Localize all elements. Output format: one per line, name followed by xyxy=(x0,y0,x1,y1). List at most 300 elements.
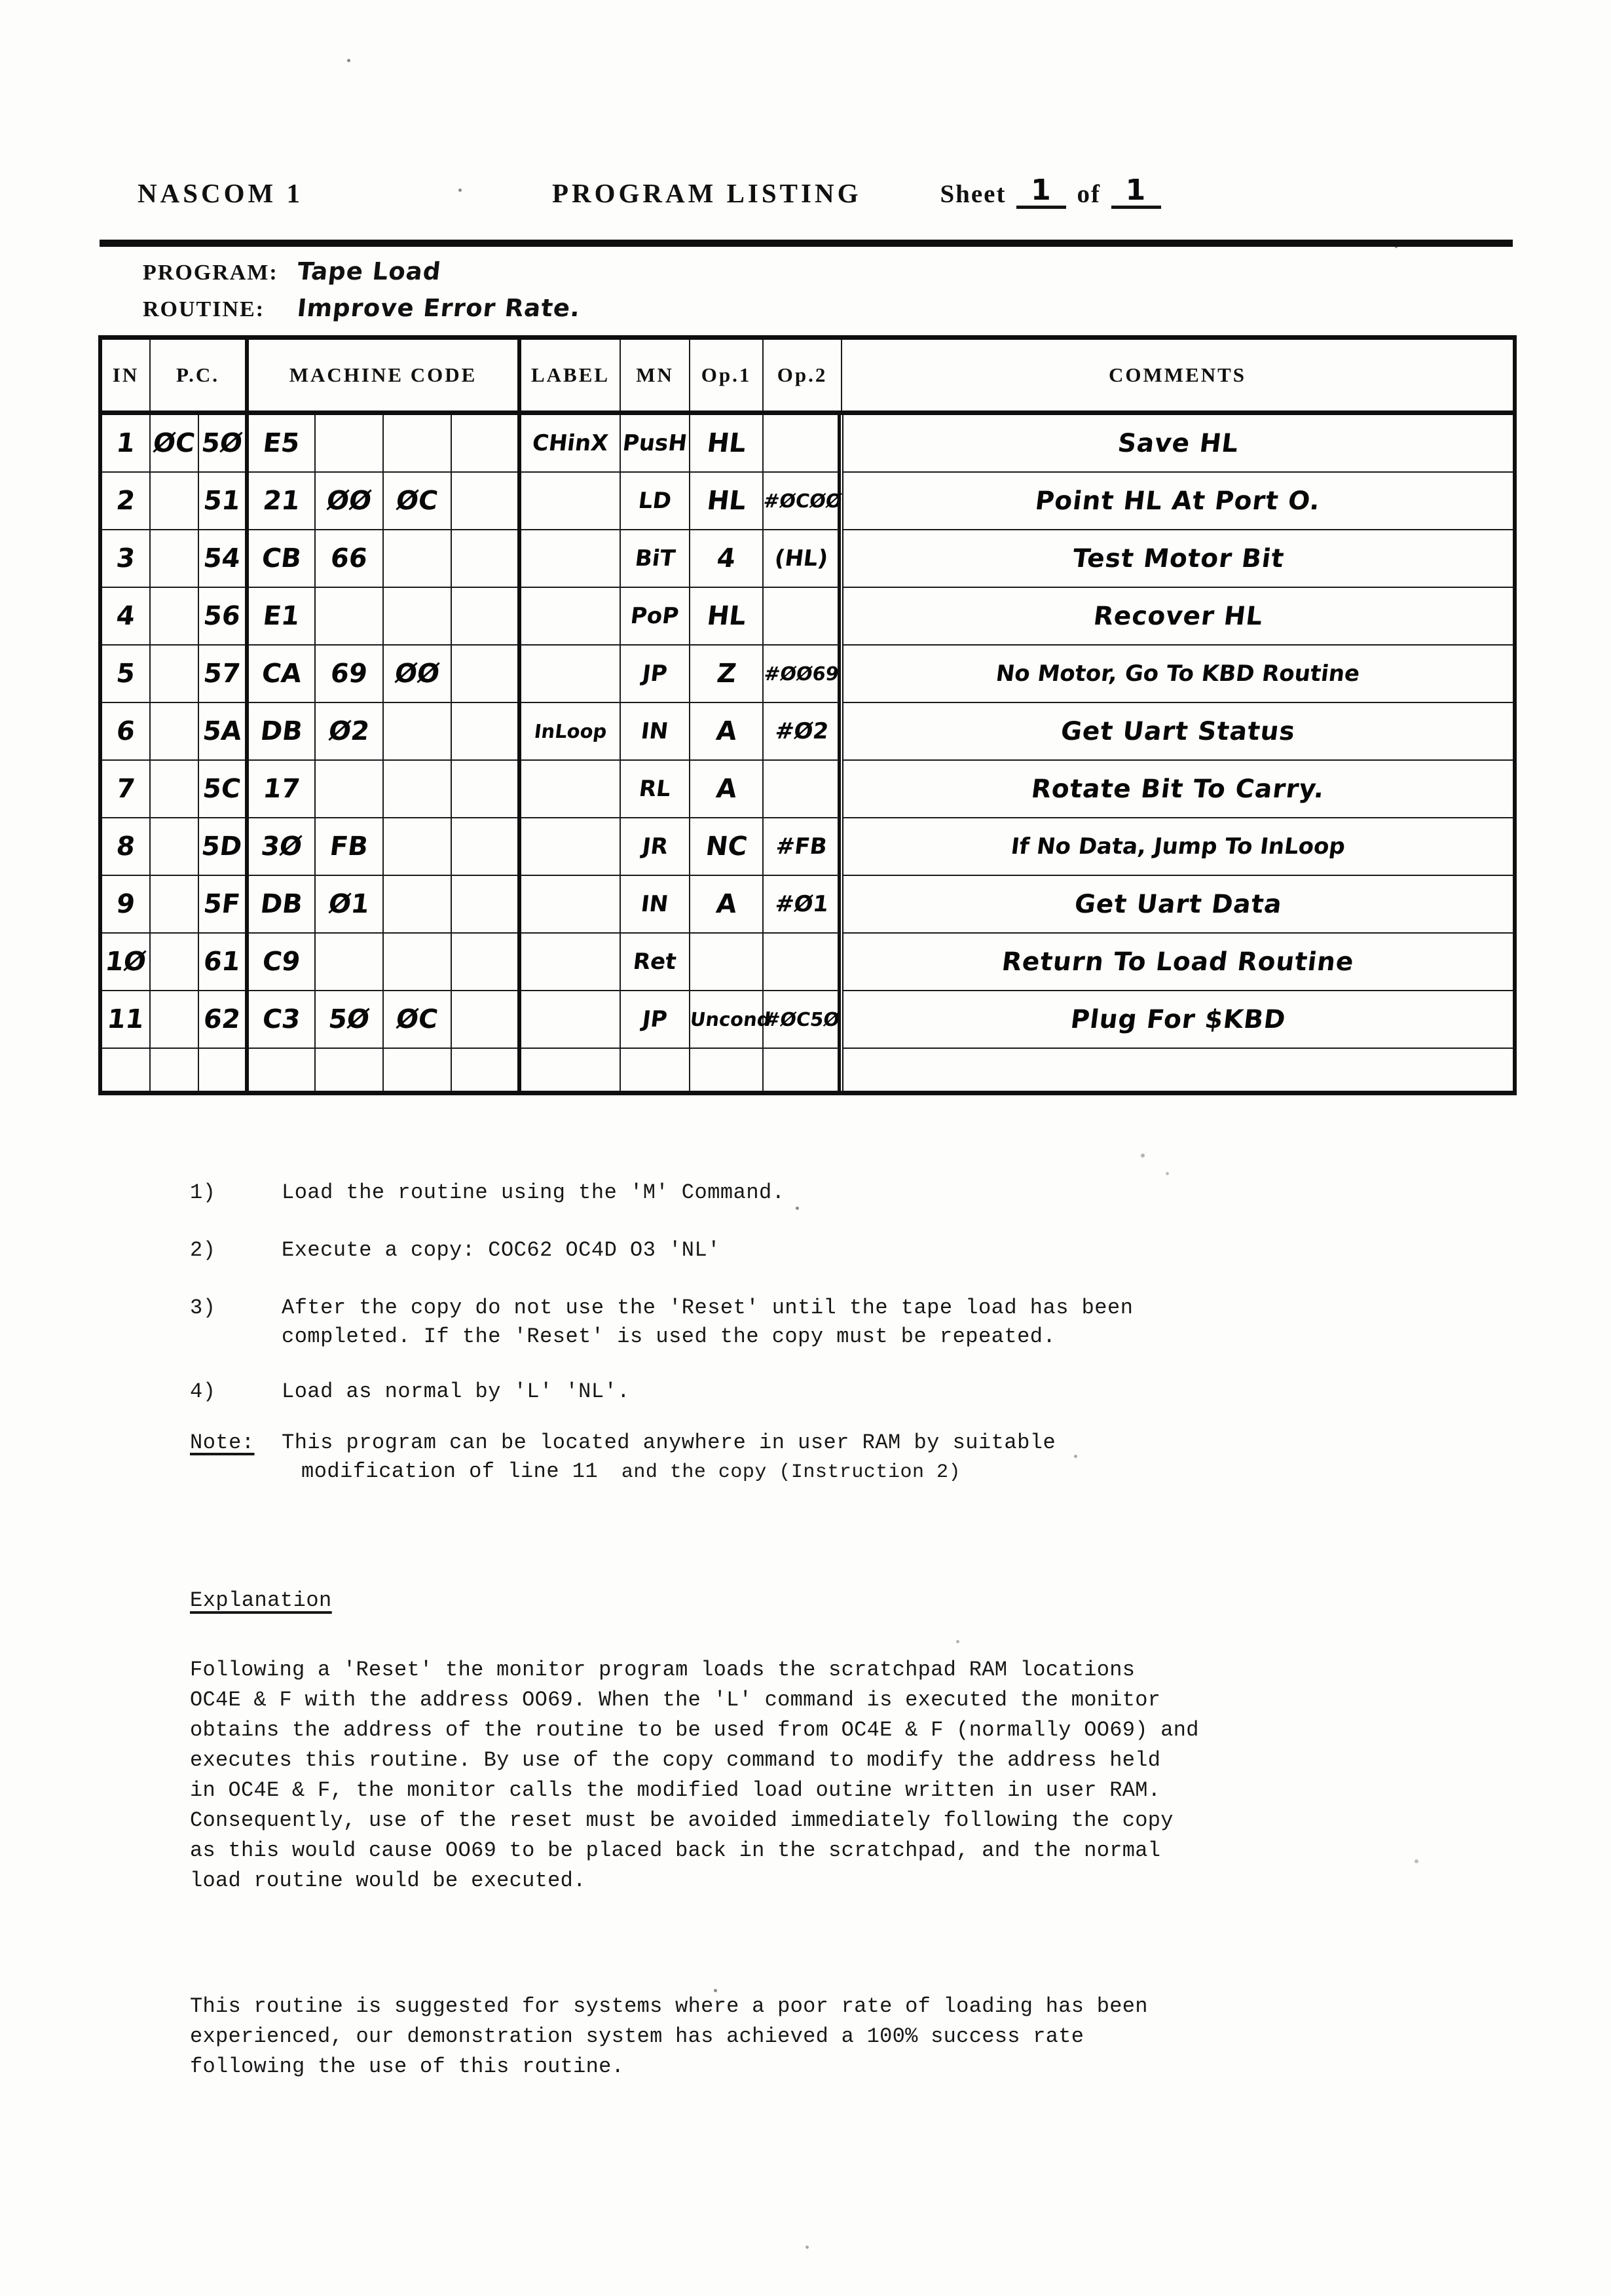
cell-mc3 xyxy=(383,818,451,875)
instruction-number: 2) xyxy=(190,1238,216,1262)
closing-line: following the use of this routine. xyxy=(190,2054,625,2079)
cell-op2 xyxy=(763,530,842,587)
cell-mc4 xyxy=(451,875,519,933)
value-op2: #ØC5Ø xyxy=(762,1008,841,1030)
value-in: 7 xyxy=(115,774,137,804)
cell-comment xyxy=(842,875,1515,933)
instruction-line: Load the routine using the 'M' Command. xyxy=(282,1180,785,1205)
cell-mn xyxy=(620,933,690,991)
cell-mc4 xyxy=(451,818,519,875)
cell-pc-hi xyxy=(150,1048,198,1093)
cell-mn xyxy=(620,472,690,530)
cell-label xyxy=(519,818,620,875)
cell-mc3 xyxy=(383,472,451,530)
value-pc-lo: 57 xyxy=(202,659,242,689)
cell-op2 xyxy=(763,472,842,530)
value-mc1: DB xyxy=(259,889,305,919)
value-mc1: E5 xyxy=(261,428,302,458)
sheet-number-field[interactable]: 1 xyxy=(1016,177,1066,209)
instruction-number: 4) xyxy=(190,1379,216,1404)
value-pc-lo: 5Ø xyxy=(200,428,244,458)
scan-speck xyxy=(347,59,350,62)
note-label: Note: xyxy=(190,1430,255,1455)
cell-mc4 xyxy=(451,991,519,1048)
cell-pc-hi xyxy=(150,760,198,818)
value-mn: RL xyxy=(637,776,673,802)
table-header-row xyxy=(100,338,1515,413)
scan-speck xyxy=(1141,1154,1145,1157)
cell-mc2 xyxy=(315,875,383,933)
cell-mc2 xyxy=(315,760,383,818)
instruction-body xyxy=(282,1294,1421,1351)
cell-label xyxy=(519,933,620,991)
list-item xyxy=(190,1377,1421,1406)
cell-mc4 xyxy=(451,933,519,991)
cell-in xyxy=(100,818,150,875)
cell-pc-lo xyxy=(198,587,247,645)
value-in: 3 xyxy=(115,543,137,574)
table-row[interactable] xyxy=(100,530,1515,587)
note-line: This program can be located anywhere in user RAM by suitable xyxy=(282,1430,1056,1455)
cell-in xyxy=(100,760,150,818)
list-item xyxy=(190,1178,1421,1207)
value-mc2: Ø2 xyxy=(327,716,371,746)
cell-op2 xyxy=(763,645,842,702)
cell-in xyxy=(100,1048,150,1093)
table-row[interactable] xyxy=(100,933,1515,991)
cell-label xyxy=(519,760,620,818)
value-mn: JP xyxy=(640,661,669,687)
column-header-comments: COMMENTS xyxy=(842,338,1515,413)
cell-label xyxy=(519,587,620,645)
cell-mn xyxy=(620,413,690,473)
cell-mc3 xyxy=(383,991,451,1048)
cell-op1 xyxy=(690,875,763,933)
value-pc-lo: 5A xyxy=(200,716,244,746)
cell-op1 xyxy=(690,818,763,875)
cell-mc1 xyxy=(247,933,315,991)
value-comment: Rotate Bit To Carry. xyxy=(1029,774,1327,804)
program-value[interactable]: Tape Load xyxy=(295,257,443,285)
value-comment: Plug For $KBD xyxy=(1069,1004,1287,1034)
closing-paragraph xyxy=(190,1992,1421,2082)
cell-op2 xyxy=(763,1048,842,1093)
cell-in xyxy=(100,472,150,530)
instruction-body xyxy=(282,1377,1421,1406)
cell-pc-hi xyxy=(150,530,198,587)
cell-op2 xyxy=(763,702,842,760)
value-mn: IN xyxy=(640,891,671,917)
explanation-heading: Explanation xyxy=(190,1588,332,1613)
cell-mc2 xyxy=(315,1048,383,1093)
cell-comment xyxy=(842,530,1515,587)
scan-speck xyxy=(806,2246,809,2249)
cell-label xyxy=(519,702,620,760)
sheet-label: Sheet xyxy=(940,179,1007,208)
value-op1: NC xyxy=(703,831,749,862)
cell-comment xyxy=(842,760,1515,818)
cell-mc1 xyxy=(247,1048,315,1093)
cell-op1 xyxy=(690,645,763,702)
cell-mc1 xyxy=(247,413,315,473)
cell-comment xyxy=(842,587,1515,645)
column-header-machine-code: MACHINE CODE xyxy=(247,338,519,413)
cell-mc4 xyxy=(451,702,519,760)
closing-line: This routine is suggested for systems where a poor rate of loading has been xyxy=(190,1994,1148,2018)
value-label: InLoop xyxy=(532,720,608,742)
value-comment: Test Motor Bit xyxy=(1070,543,1286,574)
cell-mn xyxy=(620,1048,690,1093)
cell-label xyxy=(519,645,620,702)
cell-op1 xyxy=(690,760,763,818)
cell-label xyxy=(519,530,620,587)
cell-op1 xyxy=(690,530,763,587)
value-in: 4 xyxy=(115,601,137,631)
cell-mc2 xyxy=(315,818,383,875)
cell-mc4 xyxy=(451,530,519,587)
value-comment: Recover HL xyxy=(1091,601,1265,631)
value-pc-lo: 62 xyxy=(202,1004,242,1034)
cell-mc3 xyxy=(383,587,451,645)
cell-mc1 xyxy=(247,530,315,587)
value-mn: LD xyxy=(637,488,673,514)
cell-op2 xyxy=(763,875,842,933)
instruction-number: 3) xyxy=(190,1296,216,1320)
note-block xyxy=(190,1429,1421,1487)
table-row[interactable] xyxy=(100,587,1515,645)
cell-mc2 xyxy=(315,530,383,587)
value-op1: HL xyxy=(705,601,748,631)
value-mc2: 66 xyxy=(329,543,369,574)
value-in: 5 xyxy=(115,659,137,689)
value-pc-lo: 5F xyxy=(202,889,242,919)
cell-op1 xyxy=(690,933,763,991)
value-mc1: C3 xyxy=(261,1004,303,1034)
cell-op2 xyxy=(763,587,842,645)
value-mn: BiT xyxy=(633,545,676,572)
value-mc2: ØØ xyxy=(325,486,373,516)
cell-mc3 xyxy=(383,413,451,473)
cell-mn xyxy=(620,875,690,933)
instructions-list xyxy=(190,1178,1421,1487)
cell-mc1 xyxy=(247,875,315,933)
instruction-line: Execute a copy: COC62 OC4D O3 'NL' xyxy=(282,1238,720,1262)
explanation-line: obtains the address of the routine to be used from OC4E & F (normally OO69) and xyxy=(190,1718,1199,1742)
value-op1: Uncond xyxy=(688,1008,772,1030)
cell-pc-hi xyxy=(150,645,198,702)
cell-op1 xyxy=(690,1048,763,1093)
cell-in xyxy=(100,413,150,473)
value-mn: JR xyxy=(640,833,669,860)
value-mn: IN xyxy=(640,718,671,744)
cell-op2 xyxy=(763,991,842,1048)
value-op2: #FB xyxy=(774,833,829,860)
cell-pc-lo xyxy=(198,991,247,1048)
cell-in xyxy=(100,702,150,760)
cell-pc-hi xyxy=(150,991,198,1048)
cell-op1 xyxy=(690,472,763,530)
value-op1: A xyxy=(714,889,739,919)
cell-op2 xyxy=(763,760,842,818)
cell-label xyxy=(519,1048,620,1093)
routine-row xyxy=(143,291,1387,327)
value-comment: No Motor, Go To KBD Routine xyxy=(994,661,1362,687)
column-header-in: IN xyxy=(100,338,150,413)
cell-mc1 xyxy=(247,645,315,702)
table-row-blank[interactable] xyxy=(100,1048,1515,1093)
cell-mc4 xyxy=(451,472,519,530)
cell-mc4 xyxy=(451,760,519,818)
cell-mc2 xyxy=(315,645,383,702)
cell-op1 xyxy=(690,587,763,645)
value-comment: Point HL At Port O. xyxy=(1033,486,1323,516)
cell-comment xyxy=(842,1048,1515,1093)
column-header-label: LABEL xyxy=(519,338,620,413)
cell-pc-lo xyxy=(198,933,247,991)
cell-mc2 xyxy=(315,472,383,530)
cell-mc1 xyxy=(247,472,315,530)
routine-label: ROUTINE: xyxy=(143,297,265,321)
value-comment: Save HL xyxy=(1116,428,1240,458)
value-mc3: ØC xyxy=(394,1004,440,1034)
value-pc-lo: 56 xyxy=(202,601,242,631)
cell-op1 xyxy=(690,413,763,473)
value-mc1: DB xyxy=(259,716,305,746)
value-mc3: ØØ xyxy=(393,659,441,689)
instruction-body xyxy=(282,1236,1421,1265)
note-line-split xyxy=(301,1457,1421,1487)
cell-comment xyxy=(842,991,1515,1048)
value-mc1: CA xyxy=(260,659,303,689)
column-header-op2: Op.2 xyxy=(763,338,842,413)
value-comment: Get Uart Status xyxy=(1059,716,1297,746)
value-in: 11 xyxy=(105,1004,146,1034)
table-row[interactable] xyxy=(100,702,1515,760)
value-op2: #Ø1 xyxy=(773,891,830,917)
cell-in xyxy=(100,645,150,702)
cell-in xyxy=(100,875,150,933)
value-in: 6 xyxy=(115,716,137,746)
value-mc1: 17 xyxy=(261,774,302,804)
cell-pc-lo xyxy=(198,702,247,760)
cell-mc4 xyxy=(451,413,519,473)
cell-mn xyxy=(620,818,690,875)
cell-mn xyxy=(620,587,690,645)
cell-pc-hi xyxy=(150,818,198,875)
cell-in xyxy=(100,530,150,587)
cell-comment xyxy=(842,413,1515,473)
cell-pc-hi xyxy=(150,472,198,530)
routine-value[interactable]: Improve Error Rate. xyxy=(295,294,582,322)
value-op1: HL xyxy=(705,428,748,458)
cell-mc1 xyxy=(247,760,315,818)
value-comment: If No Data, Jump To InLoop xyxy=(1009,833,1347,860)
cell-pc-hi xyxy=(150,933,198,991)
cell-comment xyxy=(842,933,1515,991)
cell-mc2 xyxy=(315,933,383,991)
value-mc1: CB xyxy=(260,543,303,574)
note-line-part-b: and the copy (Instruction 2) xyxy=(621,1461,961,1484)
cell-op1 xyxy=(688,991,772,1048)
column-header-op1: Op.1 xyxy=(690,338,763,413)
cell-in xyxy=(100,991,150,1048)
value-mc2: 5Ø xyxy=(327,1004,371,1034)
value-in: 8 xyxy=(115,831,137,862)
cell-op1 xyxy=(690,702,763,760)
cell-pc-lo xyxy=(198,1048,247,1093)
value-op1: 4 xyxy=(715,543,737,574)
cell-pc-hi xyxy=(150,587,198,645)
value-in: 9 xyxy=(115,889,137,919)
value-mc2: Ø1 xyxy=(327,889,371,919)
program-label: PROGRAM: xyxy=(143,261,278,285)
list-item xyxy=(190,1294,1421,1351)
table-row[interactable] xyxy=(100,818,1515,875)
cell-mc2 xyxy=(315,702,383,760)
page-title: PROGRAM LISTING xyxy=(551,177,862,208)
explanation-line: load routine would be executed. xyxy=(190,1868,586,1893)
table-row[interactable] xyxy=(100,472,1515,530)
value-comment: Get Uart Data xyxy=(1072,889,1284,919)
cell-mc1 xyxy=(247,587,315,645)
cell-pc-lo xyxy=(198,875,247,933)
value-pc-hi: ØC xyxy=(151,428,197,458)
value-mn: JP xyxy=(640,1006,669,1032)
cell-mn xyxy=(620,530,690,587)
cell-comment xyxy=(842,702,1515,760)
note-body xyxy=(282,1429,1421,1487)
program-meta-block xyxy=(143,254,1387,327)
instruction-line: Load as normal by 'L' 'NL'. xyxy=(282,1379,630,1404)
cell-mc4 xyxy=(451,587,519,645)
cell-in xyxy=(100,933,150,991)
cell-pc-hi xyxy=(150,875,198,933)
value-mc2: FB xyxy=(328,831,370,862)
cell-comment xyxy=(842,818,1515,875)
cell-pc-lo xyxy=(198,530,247,587)
program-row xyxy=(143,254,1387,291)
value-in: 2 xyxy=(115,486,137,516)
header-divider-rule xyxy=(100,240,1513,247)
cell-pc-lo xyxy=(198,760,247,818)
cell-mc3 xyxy=(383,645,451,702)
cell-label xyxy=(519,413,620,473)
explanation-line: Following a 'Reset' the monitor program loads the scratchpad RAM locations xyxy=(190,1658,1136,1682)
value-comment: Return To Load Routine xyxy=(1000,947,1356,977)
value-op1: HL xyxy=(705,486,748,516)
instruction-number: 1) xyxy=(190,1180,216,1205)
cell-op2 xyxy=(763,413,842,473)
cell-mc1 xyxy=(247,818,315,875)
cell-op2 xyxy=(763,818,842,875)
cell-mc3 xyxy=(383,702,451,760)
table-body xyxy=(100,413,1515,1093)
table-row[interactable] xyxy=(100,875,1515,933)
value-pc-lo: 61 xyxy=(202,947,242,977)
cell-mc4 xyxy=(451,1048,519,1093)
list-item xyxy=(190,1236,1421,1265)
cell-in xyxy=(100,587,150,645)
cell-mc1 xyxy=(247,702,315,760)
value-pc-lo: 54 xyxy=(202,543,242,574)
cell-label xyxy=(519,472,620,530)
explanation-line: executes this routine. By use of the copy command to modify the address held xyxy=(190,1748,1161,1772)
table-row[interactable] xyxy=(100,991,1515,1048)
column-header-pc: P.C. xyxy=(150,338,247,413)
value-mn: PoP xyxy=(629,603,681,629)
cell-mc3 xyxy=(383,760,451,818)
cell-mc2 xyxy=(315,587,383,645)
scan-speck xyxy=(956,1640,959,1643)
cell-mc3 xyxy=(383,875,451,933)
note-line-part-a: modification of line 11 xyxy=(301,1459,599,1484)
explanation-paragraph xyxy=(190,1655,1421,1896)
scan-speck xyxy=(1166,1172,1169,1175)
cell-mc2 xyxy=(315,991,383,1048)
cell-label xyxy=(519,875,620,933)
sheet-of-label: of xyxy=(1077,179,1101,208)
cell-comment xyxy=(842,472,1515,530)
explanation-line: OC4E & F with the address OO69. When the 'L' command is executed the monitor xyxy=(190,1688,1161,1712)
value-op2: #ØØ69 xyxy=(762,663,841,685)
cell-pc-lo xyxy=(198,818,247,875)
cell-pc-lo xyxy=(198,645,247,702)
value-op1: A xyxy=(714,716,739,746)
cell-mc3 xyxy=(383,1048,451,1093)
explanation-line: in OC4E & F, the monitor calls the modified load outine written in user RAM. xyxy=(190,1778,1161,1802)
cell-mc2 xyxy=(315,413,383,473)
cell-pc-hi xyxy=(150,702,198,760)
value-label: CHinX xyxy=(530,430,610,456)
value-op2: (HL) xyxy=(773,545,830,572)
cell-mc1 xyxy=(247,991,315,1048)
value-mc1: E1 xyxy=(261,601,302,631)
instruction-body xyxy=(282,1178,1421,1207)
value-in: 1Ø xyxy=(103,947,148,977)
value-mc2: 69 xyxy=(329,659,369,689)
program-listing-table xyxy=(98,335,1517,1095)
value-op2: #ØCØØ xyxy=(762,490,843,512)
cell-mc4 xyxy=(451,645,519,702)
table-row[interactable] xyxy=(100,413,1515,473)
cell-mn xyxy=(620,645,690,702)
value-mn: Ret xyxy=(631,949,678,975)
value-pc-lo: 5C xyxy=(201,774,243,804)
table-row[interactable] xyxy=(100,645,1515,702)
cell-mc3 xyxy=(383,933,451,991)
value-pc-lo: 5D xyxy=(200,831,244,862)
value-op1: A xyxy=(714,774,739,804)
cell-label xyxy=(519,991,620,1048)
value-mc3: ØC xyxy=(394,486,440,516)
explanation-line: Consequently, use of the reset must be avoided immediately following the copy xyxy=(190,1808,1174,1832)
value-in: 1 xyxy=(115,428,137,458)
instruction-line: completed. If the 'Reset' is used the copy must be repeated. xyxy=(282,1324,1056,1349)
cell-pc-lo xyxy=(198,472,247,530)
value-op1: Z xyxy=(714,659,738,689)
closing-line: experienced, our demonstration system has achieved a 100% success rate xyxy=(190,2024,1084,2049)
table-row[interactable] xyxy=(100,760,1515,818)
cell-mn xyxy=(620,702,690,760)
cell-mn xyxy=(620,991,690,1048)
sheet-total-field[interactable]: 1 xyxy=(1111,177,1161,209)
value-mc1: 3Ø xyxy=(259,831,304,862)
cell-pc-lo xyxy=(198,413,247,473)
cell-op2 xyxy=(763,933,842,991)
value-op2: #Ø2 xyxy=(773,718,830,744)
cell-mc3 xyxy=(383,530,451,587)
column-header-mn: MN xyxy=(620,338,690,413)
